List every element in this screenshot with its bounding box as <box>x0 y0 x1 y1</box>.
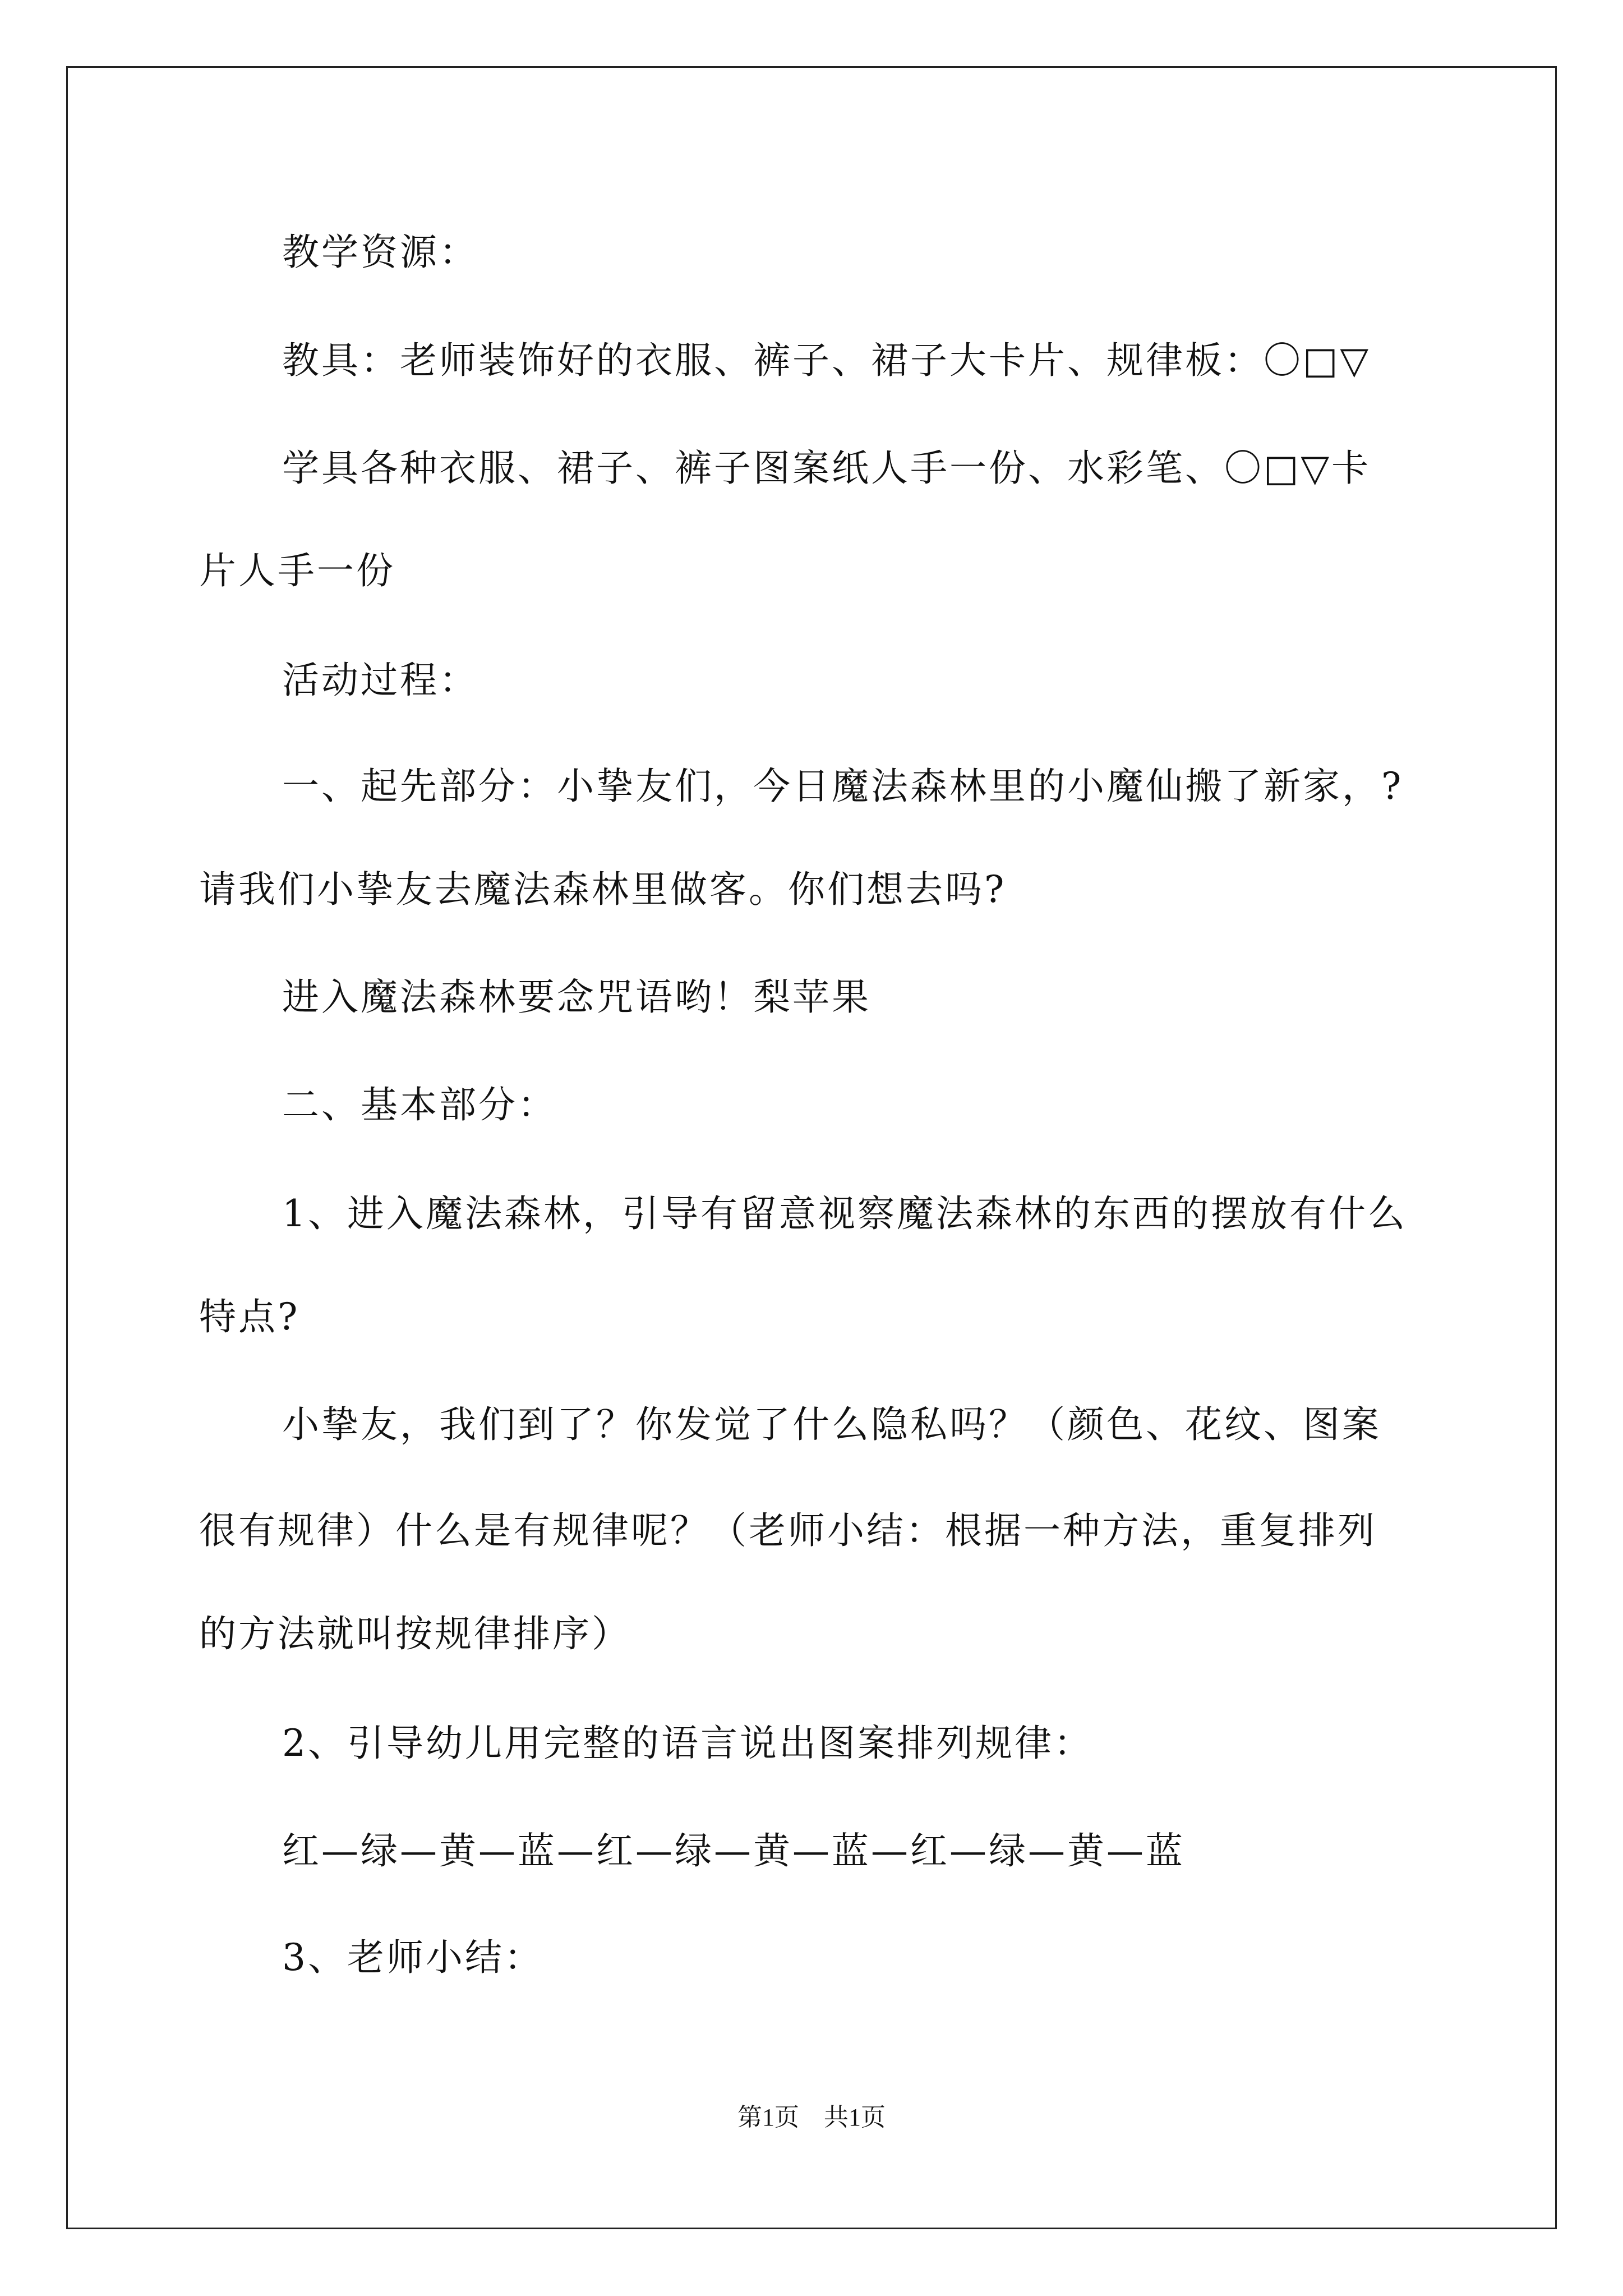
paragraph-line: 的方法就叫按规律排序） <box>199 1612 631 1655</box>
paragraph-line: 学具各种衣服、裙子、裤子图案纸人手一份、水彩笔、〇□▽卡 <box>282 447 1371 490</box>
paragraph-line: 片人手一份 <box>199 549 395 592</box>
page-footer: 第1页 共1页 <box>737 2104 886 2131</box>
paragraph-line: 活动过程： <box>282 659 478 702</box>
paragraph-line: 教学资源： <box>282 231 478 274</box>
paragraph-line: 教具：老师装饰好的衣服、裤子、裙子大卡片、规律板：〇□▽ <box>282 339 1371 382</box>
paragraph-line: 红—绿—黄—蓝—红—绿—黄—蓝—红—绿—黄—蓝 <box>282 1829 1185 1872</box>
paragraph-line: 2、引导幼儿用完整的语言说出图案排列规律： <box>282 1722 1093 1765</box>
paragraph-line: 特点? <box>199 1295 300 1338</box>
page-border <box>66 66 1557 2229</box>
paragraph-line: 很有规律）什么是有规律呢？（老师小结：根据一种方法，重复排列 <box>199 1509 1377 1552</box>
paragraph-line: 二、基本部分： <box>282 1083 557 1126</box>
paragraph-line: 1、进入魔法森林，引导有留意视察魔法森林的东西的摆放有什么 <box>282 1192 1407 1235</box>
paragraph-line: 进入魔法森林要念咒语哟！梨苹果 <box>282 976 871 1019</box>
paragraph-line: 请我们小挚友去魔法森林里做客。你们想去吗? <box>199 868 1007 911</box>
paragraph-line: 一、起先部分：小挚友们，今日魔法森林里的小魔仙搬了新家，? <box>282 765 1404 808</box>
paragraph-line: 3、老师小结： <box>282 1936 543 1979</box>
paragraph-line: 小挚友，我们到了？你发觉了什么隐私吗？（颜色、花纹、图案 <box>282 1403 1381 1446</box>
